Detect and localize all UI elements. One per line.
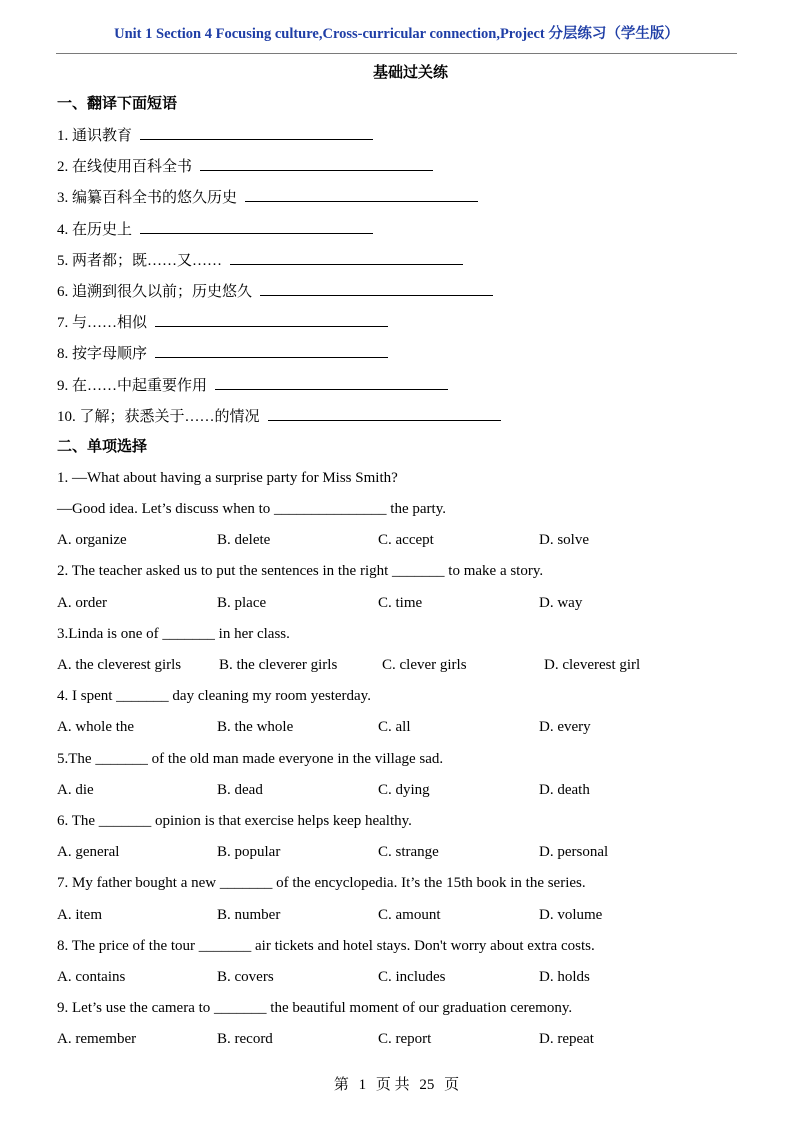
question-text: 4. I spent _______ day cleaning my room yesterday. (57, 688, 371, 705)
page-label-mid: 页 共 (375, 1077, 410, 1093)
item-text: 9. 在……中起重要作用 (57, 377, 208, 394)
item-text: 1. 通识教育 (57, 128, 133, 144)
translation-item (57, 250, 747, 281)
option-b[interactable]: B. delete (217, 532, 271, 549)
item-text: 4. 在历史上 (57, 221, 133, 238)
option-c[interactable]: C. includes (378, 968, 446, 985)
option-d[interactable]: D. repeat (539, 1031, 594, 1048)
option-row (57, 905, 747, 936)
item-text: 5. 两者都；既……又…… (57, 252, 223, 269)
option-d[interactable]: D. volume (539, 906, 603, 923)
option-a[interactable]: A. whole the (57, 719, 135, 736)
worksheet-content (57, 63, 747, 1060)
question-text: 8. The price of the tour _______ air tickets and hotel stays. Don't worry about extra costs. (57, 937, 595, 954)
option-a[interactable]: A. the cleverest girls (57, 657, 182, 673)
answer-blank[interactable] (155, 312, 388, 327)
option-c[interactable]: C. all (378, 719, 411, 736)
page-label-prefix: 第 (333, 1077, 349, 1093)
option-d[interactable]: D. holds (539, 968, 590, 985)
option-d[interactable]: D. cleverest girl (544, 657, 641, 673)
question-text: 5.The _______ of the old man made everyone in the village sad. (57, 750, 444, 767)
option-a[interactable]: A. remember (57, 1031, 137, 1048)
answer-blank[interactable] (155, 343, 388, 358)
option-b[interactable]: B. place (217, 594, 267, 611)
translation-item (57, 406, 747, 437)
translation-item (57, 219, 747, 250)
section-heading-translation: 一、翻译下面短语 (57, 96, 178, 112)
option-row (57, 717, 747, 748)
option-c[interactable]: C. clever girls (382, 657, 467, 673)
question-text: 6. The _______ opinion is that exercise helps keep healthy. (57, 812, 412, 829)
option-row (57, 593, 747, 624)
option-c[interactable]: C. dying (378, 781, 430, 798)
option-row (57, 842, 747, 873)
translation-item (57, 343, 747, 374)
option-a[interactable]: A. order (57, 594, 107, 611)
question-text: 9. Let’s use the camera to _______ the beautiful moment of our graduation ceremony. (57, 1000, 573, 1017)
option-a[interactable]: A. die (57, 781, 94, 798)
page-title: 基础过关练 (372, 65, 448, 81)
option-d[interactable]: D. personal (539, 844, 609, 861)
option-b[interactable]: B. dead (217, 781, 263, 798)
answer-blank[interactable] (260, 281, 493, 296)
item-text: 3. 编纂百科全书的悠久历史 (57, 190, 238, 207)
option-c[interactable]: C. time (378, 594, 423, 611)
option-b[interactable]: B. the whole (217, 719, 294, 736)
option-row (57, 1029, 747, 1060)
option-b[interactable]: B. covers (217, 968, 274, 985)
answer-blank[interactable] (230, 250, 463, 265)
option-a[interactable]: A. organize (57, 532, 127, 549)
answer-blank[interactable] (140, 125, 373, 140)
question-text: 3.Linda is one of _______ in her class. (57, 625, 290, 642)
question-text: 1. —What about having a surprise party for Miss Smith? (57, 469, 398, 486)
option-b[interactable]: B. popular (217, 844, 281, 861)
translation-item (57, 312, 747, 343)
option-row (57, 655, 747, 686)
option-d[interactable]: D. solve (539, 532, 589, 549)
header-divider (56, 53, 737, 54)
page-label-suffix: 页 (444, 1077, 460, 1093)
translation-item (57, 125, 747, 156)
option-b[interactable]: B. number (217, 906, 281, 923)
item-text: 8. 按字母顺序 (57, 346, 148, 363)
section-heading-multiple-choice: 二、单项选择 (57, 438, 148, 455)
question-text: —Good idea. Let’s discuss when to _______________ the party. (57, 501, 446, 518)
option-a[interactable]: A. general (57, 844, 120, 861)
answer-blank[interactable] (245, 187, 478, 202)
page-footer (0, 1073, 793, 1094)
document-header: Unit 1 Section 4 Focusing culture,Cross-curricular connection,Project 分层练习（学生版） (114, 26, 679, 42)
translation-item (57, 375, 747, 406)
answer-blank[interactable] (200, 156, 433, 171)
option-d[interactable]: D. way (539, 594, 583, 611)
option-row (57, 967, 747, 998)
answer-blank[interactable] (215, 375, 448, 390)
option-b[interactable]: B. the cleverer girls (219, 657, 338, 673)
option-c[interactable]: C. accept (378, 532, 434, 549)
translation-item (57, 187, 747, 218)
item-text: 7. 与……相似 (57, 315, 148, 332)
option-row (57, 780, 747, 811)
question-text: 7. My father bought a new _______ of the encyclopedia. It’s the 15th book in the series. (57, 875, 586, 892)
option-d[interactable]: D. every (539, 719, 591, 736)
page-number: 1 (358, 1077, 367, 1093)
total-pages: 25 (419, 1077, 435, 1093)
answer-blank[interactable] (268, 406, 501, 421)
item-text: 6. 追溯到很久以前；历史悠久 (57, 283, 253, 300)
option-c[interactable]: C. report (378, 1031, 432, 1048)
translation-item (57, 281, 747, 312)
option-a[interactable]: A. item (57, 906, 102, 923)
item-text: 10. 了解；获悉关于……的情况 (57, 408, 260, 425)
option-d[interactable]: D. death (539, 781, 590, 798)
question-text: 2. The teacher asked us to put the sentences in the right _______ to make a story. (57, 563, 544, 580)
translation-item (57, 156, 747, 187)
option-a[interactable]: A. contains (57, 968, 126, 985)
item-text: 2. 在线使用百科全书 (57, 159, 193, 176)
option-b[interactable]: B. record (217, 1031, 273, 1048)
option-c[interactable]: C. amount (378, 906, 441, 923)
option-row (57, 530, 747, 561)
option-c[interactable]: C. strange (378, 844, 439, 861)
answer-blank[interactable] (140, 219, 373, 234)
